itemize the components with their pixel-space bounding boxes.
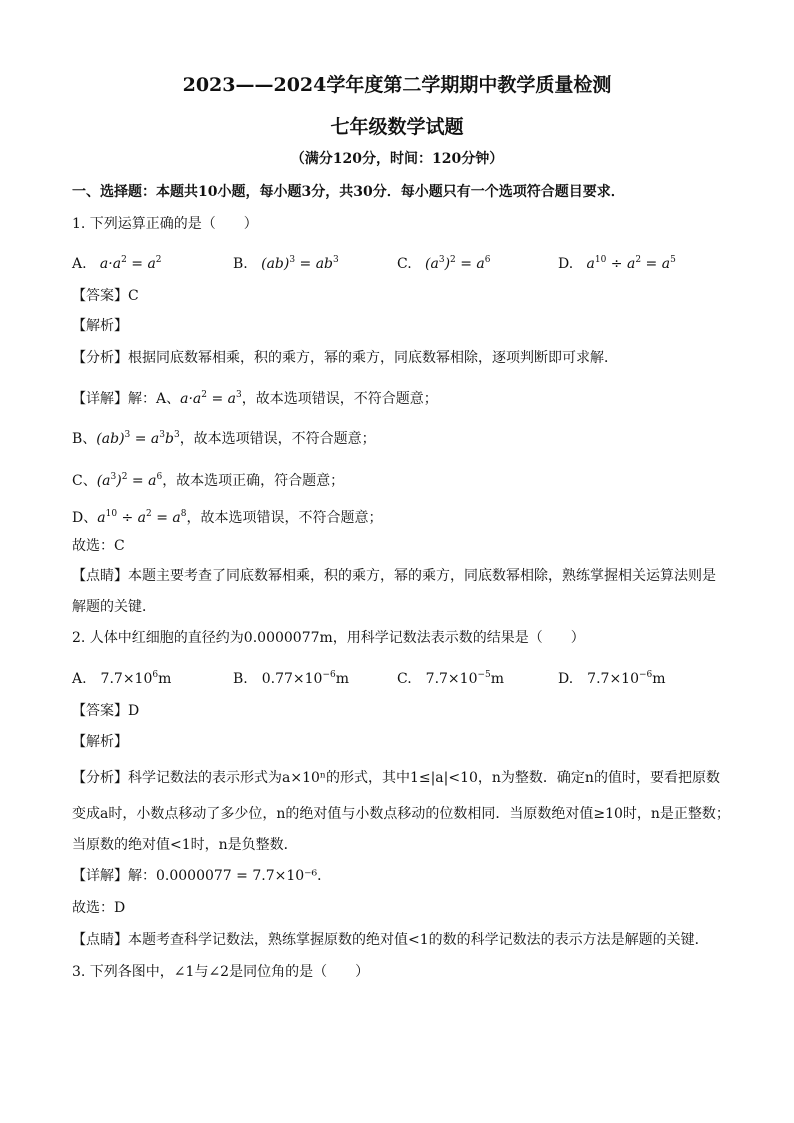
- q1-detail-d-prefix: D、: [72, 510, 98, 526]
- q1-option-c: [397, 250, 491, 274]
- q1-detail-a-expr: $a\cdot a^2 = a^3$: [180, 390, 242, 407]
- q2-option-a-exp: 6: [152, 670, 159, 680]
- q1-detail-b-prefix: B、: [72, 431, 97, 447]
- q1-option-d: [558, 250, 676, 274]
- q2-option-c-exp: −5: [477, 670, 491, 680]
- q1-detail-b-expr: $(ab)^3 = a^3b^3$: [96, 430, 180, 447]
- section-heading: 一、选择题：本题共10小题，每小题3分，共30分．每小题只有一个选项符合题目要求．: [72, 184, 625, 200]
- q2-option-a: [72, 665, 171, 689]
- q2-dianjing: 【点睛】本题考查科学记数法，熟练掌握原数的绝对值<1的数的科学记数法的表示方法是解题的关键．: [72, 932, 709, 948]
- q2-option-d-unit: m: [652, 671, 666, 687]
- q1-dianjing-line1: 【点睛】本题主要考查了同底数幂相乘，积的乘方，幂的乘方，同底数幂相除，熟练掌握相关运算法则是: [72, 568, 716, 584]
- q1-option-d-expr: $a^{10} \div a^2 = a^5$: [586, 255, 676, 272]
- q2-option-d-exp: −6: [639, 670, 653, 680]
- q2-fenxi-line2: 变成a时，小数点移动了多少位，n的绝对值与小数点移动的位数相同．当原数绝对值≥10时，n是正整数；: [72, 806, 730, 822]
- q1-detail-d: [72, 504, 382, 528]
- q1-detail-d-suffix: ，故本选项错误，不符合题意；: [186, 510, 383, 526]
- q2-fenxi-line1: 【分析】科学记数法的表示形式为a×10ⁿ的形式，其中1≤|a|<10，n为整数．确定n的值时，要看把原数: [72, 770, 720, 786]
- q1-detail-c-suffix: ，故本选项正确，符合题意；: [162, 473, 345, 489]
- exam-title: 2023——2024学年度第二学期期中教学质量检测: [182, 74, 612, 96]
- q2-option-c-unit: m: [490, 671, 505, 687]
- q2-option-b: [233, 665, 349, 689]
- q1-detail-c: [72, 467, 344, 491]
- q1-detail-a-suffix: ，故本选项错误，不符合题意；: [241, 391, 438, 407]
- q1-choose: 故选：C: [72, 538, 125, 554]
- q2-answer: 【答案】D: [72, 703, 140, 719]
- q2-option-c: [397, 665, 504, 689]
- q1-option-a-expr: $a\cdot a^2 = a^2$: [99, 255, 162, 272]
- q2-stem: 2. 人体中红细胞的直径约为0.0000077m，用科学记数法表示数的结果是（ ）: [72, 630, 585, 646]
- q1-detail-b: [72, 425, 376, 449]
- q2-option-b-unit: m: [335, 671, 350, 687]
- q1-detail-d-expr: $a^{10} \div a^2 = a^8$: [97, 509, 187, 526]
- q2-option-a-text: A. 7.7×10: [72, 671, 153, 687]
- q1-option-a: [72, 250, 162, 274]
- q2-detail: 【详解】解：0.0000077 = 7.7×10⁻⁶．: [72, 868, 332, 884]
- q3-stem: 3. 下列各图中，∠1与∠2是同位角的是（ ）: [72, 964, 370, 980]
- exam-note: （满分120分，时间：120分钟）: [290, 151, 504, 167]
- q1-detail-a-prefix: 【详解】解：A、: [72, 391, 181, 407]
- q1-option-d-label: D.: [558, 256, 574, 272]
- q1-jiexi: 【解析】: [72, 318, 128, 334]
- q1-option-b: [233, 250, 339, 274]
- q1-fenxi: 【分析】根据同底数幂相乘，积的乘方，幂的乘方，同底数幂相除，逐项判断即可求解．: [72, 350, 618, 366]
- q2-option-d: [558, 665, 666, 689]
- q1-dianjing-line2: 解题的关键．: [72, 599, 156, 615]
- q1-detail-b-suffix: ，故本选项错误，不符合题意；: [179, 431, 376, 447]
- q2-choose: 故选：D: [72, 900, 126, 916]
- q1-option-a-label: A.: [72, 256, 87, 272]
- q2-option-a-unit: m: [158, 671, 172, 687]
- q1-detail-c-prefix: C、: [72, 473, 97, 489]
- exam-subtitle: 七年级数学试题: [330, 116, 464, 138]
- q2-option-b-exp: −6: [322, 670, 336, 680]
- q1-option-c-expr: $(a^3)^2 = a^6$: [425, 255, 491, 272]
- q2-option-b-text: B. 0.77×10: [233, 671, 323, 687]
- q2-fenxi-line3: 当原数的绝对值<1时，n是负整数．: [72, 837, 298, 853]
- q1-detail-c-expr: $(a^3)^2 = a^6$: [96, 472, 163, 489]
- q2-option-c-text: C. 7.7×10: [397, 671, 478, 687]
- q1-option-b-expr: $(ab)^3 = ab^3$: [261, 255, 339, 272]
- q2-jiexi: 【解析】: [72, 734, 128, 750]
- q1-stem: 1. 下列运算正确的是（ ）: [72, 216, 258, 232]
- q1-option-b-label: B.: [233, 256, 248, 272]
- q1-answer: 【答案】C: [72, 288, 139, 304]
- q1-detail-a: [72, 385, 438, 409]
- q1-option-c-label: C.: [397, 256, 412, 272]
- q2-option-d-text: D. 7.7×10: [558, 671, 639, 687]
